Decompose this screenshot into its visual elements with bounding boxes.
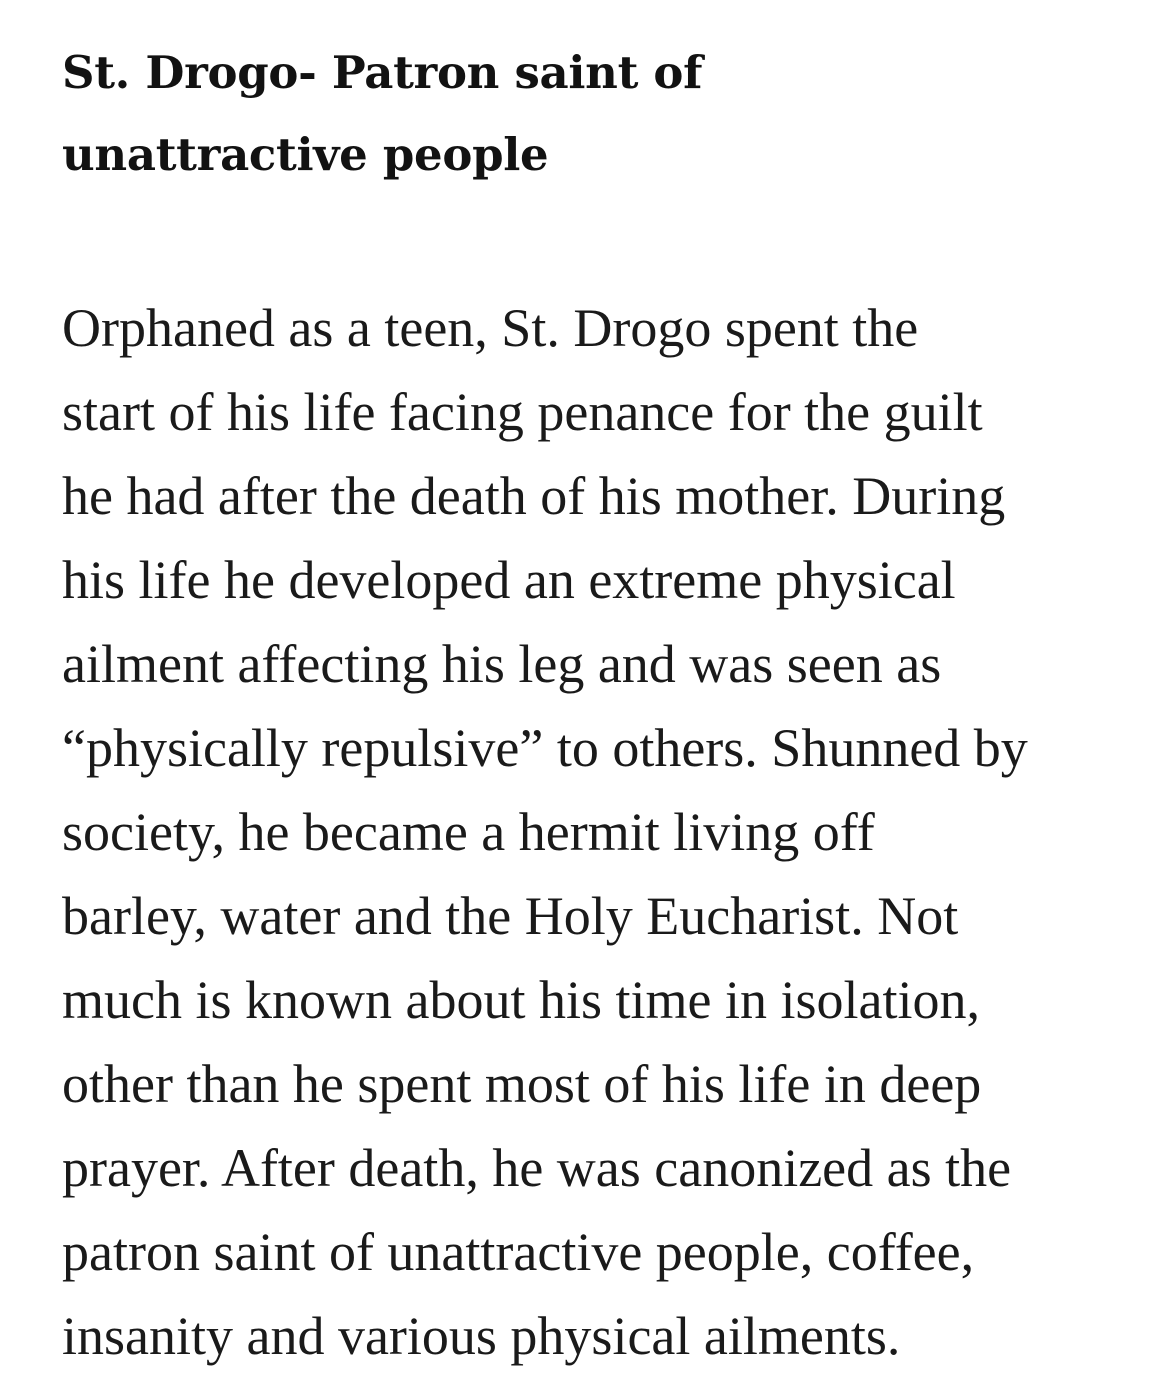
paragraph-line: ailment affecting his leg and was seen as [62,634,942,694]
article-paragraph [62,286,1132,1378]
article [62,0,1132,1378]
paragraph-line: he had after the death of his mother. During [62,466,1006,526]
heading-line: St. Drogo- Patron saint of [62,46,703,99]
paragraph-line: patron saint of unattractive people, coffee, [62,1222,975,1282]
paragraph-line: Orphaned as a teen, St. Drogo spent the [62,298,919,358]
paragraph-line: prayer. After death, he was canonized as the [62,1138,1012,1198]
paragraph-line: other than he spent most of his life in deep [62,1054,982,1114]
paragraph-line: much is known about his time in isolation, [62,970,980,1030]
article-heading [62,0,1132,196]
heading-line: unattractive people [62,128,549,181]
paragraph-line: start of his life facing penance for the guilt [62,382,983,442]
paragraph-line: insanity and various physical ailments. [62,1306,901,1366]
paragraph-line: “physically repulsive” to others. Shunned by [62,718,1028,778]
paragraph-line: society, he became a hermit living off [62,802,875,862]
paragraph-line: his life he developed an extreme physical [62,550,956,610]
paragraph-line: barley, water and the Holy Eucharist. Not [62,886,959,946]
